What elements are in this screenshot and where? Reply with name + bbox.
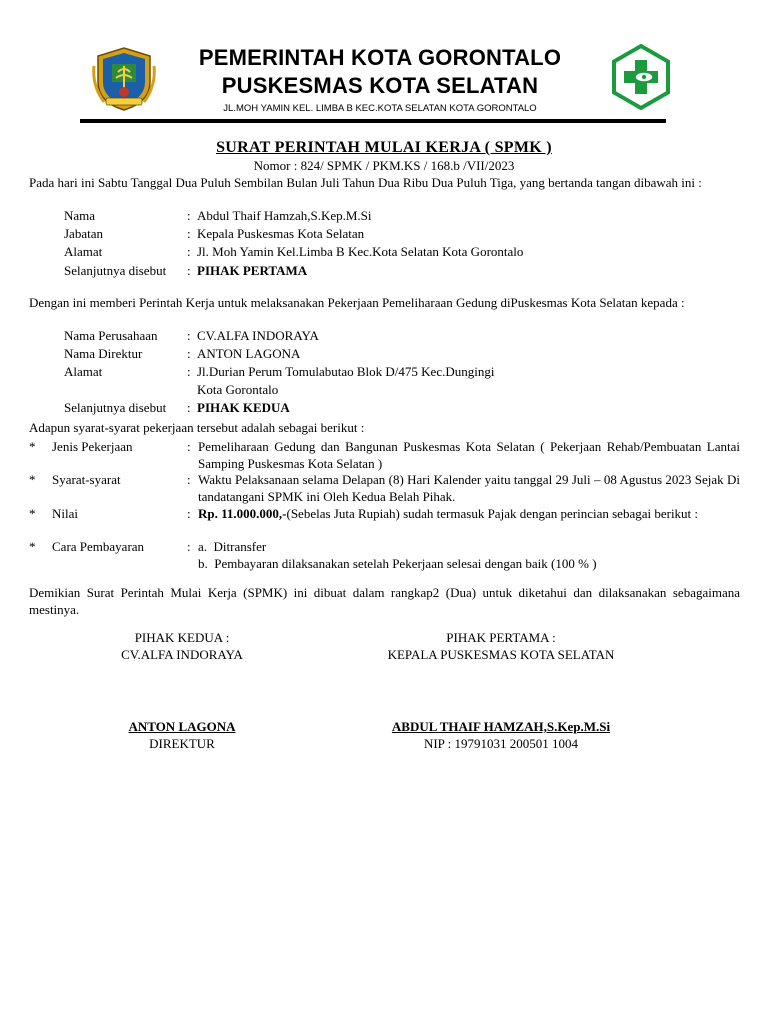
letterhead bbox=[80, 40, 688, 124]
field-colon: : bbox=[187, 539, 191, 554]
puskesmas-logo-icon bbox=[608, 44, 674, 110]
term-value bbox=[198, 538, 740, 555]
terms-intro: Adapun syarat-syarat pekerjaan tersebut adalah sebagai berikut : bbox=[29, 420, 365, 435]
signature-org: KEPALA PUSKESMAS KOTA SELATAN bbox=[387, 647, 615, 662]
field-value: PIHAK PERTAMA bbox=[197, 263, 308, 278]
payment-condition: Pembayaran dilaksanakan setelah Pekerjaan selesai dengan baik (100 % ) bbox=[214, 556, 597, 571]
signature-org: CV.ALFA INDORAYA bbox=[121, 647, 243, 662]
contract-amount: Rp. 11.000.000,- bbox=[198, 506, 287, 521]
letterhead-rule bbox=[80, 119, 666, 123]
field-value: Jl.Durian Perum Tomulabutao Blok D/475 Kec.Dungingi bbox=[197, 364, 495, 379]
field-colon: : bbox=[187, 328, 191, 343]
term-label: Nilai bbox=[52, 506, 78, 521]
field-colon: : bbox=[187, 226, 191, 241]
field-value: Kepala Puskesmas Kota Selatan bbox=[197, 226, 365, 241]
field-label: Selanjutnya disebut bbox=[64, 263, 167, 278]
field-label: Nama Direktur bbox=[64, 346, 143, 361]
field-colon: : bbox=[187, 439, 191, 454]
field-value: Jl. Moh Yamin Kel.Limba B Kec.Kota Selatan Kota Gorontalo bbox=[197, 244, 524, 259]
term-label: Syarat-syarat bbox=[52, 472, 121, 487]
signature-role: PIHAK KEDUA : bbox=[134, 630, 230, 645]
field-value: CV.ALFA INDORAYA bbox=[197, 328, 319, 343]
signature-right bbox=[340, 629, 662, 663]
field-colon: : bbox=[187, 263, 191, 278]
field-label: Selanjutnya disebut bbox=[64, 400, 167, 415]
signature-role: PIHAK PERTAMA : bbox=[446, 630, 556, 645]
bullet: * bbox=[29, 539, 36, 554]
term-value: Pemeliharaan Gedung dan Bangunan Puskesmas Kota Selatan ( Pekerjaan Rehab/Pembuatan Lantai Samping Puskesmas Kota Selatan ) bbox=[198, 439, 740, 471]
closing-paragraph: Demikian Surat Perintah Mulai Kerja (SPMK) ini dibuat dalam rangkap2 (Dua) untuk diketahui dan dilaksanakan sebagaimana mestinya. bbox=[29, 585, 740, 617]
signatory-title: DIREKTUR bbox=[149, 736, 215, 751]
field-colon: : bbox=[187, 472, 191, 487]
field-colon: : bbox=[187, 400, 191, 415]
term-value bbox=[198, 555, 740, 572]
signatory-right bbox=[340, 718, 662, 752]
intro-paragraph: Pada hari ini Sabtu Tanggal Dua Puluh Sembilan Bulan Juli Tahun Dua Ribu Dua Puluh Tiga, yang bertanda tangan dibawah ini : bbox=[29, 175, 702, 190]
instruction-paragraph: Dengan ini memberi Perintah Kerja untuk melaksanakan Pekerjaan Pemeliharaan Gedung diPuskesmas Kota Selatan kepada : bbox=[29, 295, 685, 310]
field-value: Kota Gorontalo bbox=[197, 382, 279, 397]
field-colon: : bbox=[187, 346, 191, 361]
bullet: * bbox=[29, 472, 36, 487]
payment-method: Ditransfer bbox=[213, 539, 267, 554]
list-marker: b. bbox=[198, 556, 208, 571]
institution-address: JL.MOH YAMIN KEL. LIMBA B KEC.KOTA SELATAN KOTA GORONTALO bbox=[223, 103, 537, 114]
contract-amount-words: (Sebelas Juta Rupiah) sudah termasuk Pajak dengan perincian sebagai berikut : bbox=[286, 506, 699, 521]
field-label: Alamat bbox=[64, 244, 103, 259]
document-title: SURAT PERINTAH MULAI KERJA ( SPMK ) bbox=[216, 139, 552, 156]
list-marker: a. bbox=[198, 539, 208, 554]
field-label: Jabatan bbox=[64, 226, 103, 241]
institution-name: PUSKESMAS KOTA SELATAN bbox=[221, 73, 539, 98]
term-label: Cara Pembayaran bbox=[52, 539, 145, 554]
bullet: * bbox=[29, 439, 36, 454]
field-label: Nama Perusahaan bbox=[64, 328, 158, 343]
government-name: PEMERINTAH KOTA GORONTALO bbox=[198, 45, 562, 70]
field-value: PIHAK KEDUA bbox=[197, 400, 290, 415]
signatory-name: ANTON LAGONA bbox=[128, 719, 236, 734]
document-number: Nomor : 824/ SPMK / PKM.KS / 168.b /VII/2023 bbox=[253, 158, 515, 173]
signature-left bbox=[80, 629, 284, 663]
field-value: ANTON LAGONA bbox=[197, 346, 301, 361]
field-label: Alamat bbox=[64, 364, 103, 379]
term-value bbox=[198, 505, 740, 522]
field-colon: : bbox=[187, 208, 191, 223]
signatory-name: ABDUL THAIF HAMZAH,S.Kep.M.Si bbox=[391, 719, 611, 734]
field-colon: : bbox=[187, 364, 191, 379]
field-colon: : bbox=[187, 506, 191, 521]
bullet: * bbox=[29, 506, 36, 521]
term-value: Waktu Pelaksanaan selama Delapan (8) Hari Kalender yaitu tanggal 29 Juli – 08 Agustus 2023 Sejak Di tandatangani SPMK ini Oleh Kedua Belah Pihak. bbox=[198, 472, 740, 504]
signatory-left bbox=[80, 718, 284, 752]
field-colon: : bbox=[187, 244, 191, 259]
letterhead-text bbox=[160, 40, 600, 116]
field-label: Nama bbox=[64, 208, 96, 223]
field-value: Abdul Thaif Hamzah,S.Kep.M.Si bbox=[197, 208, 372, 223]
gorontalo-city-emblem-icon bbox=[92, 46, 156, 112]
term-label: Jenis Pekerjaan bbox=[52, 439, 133, 454]
signatory-nip: NIP : 19791031 200501 1004 bbox=[423, 736, 579, 751]
